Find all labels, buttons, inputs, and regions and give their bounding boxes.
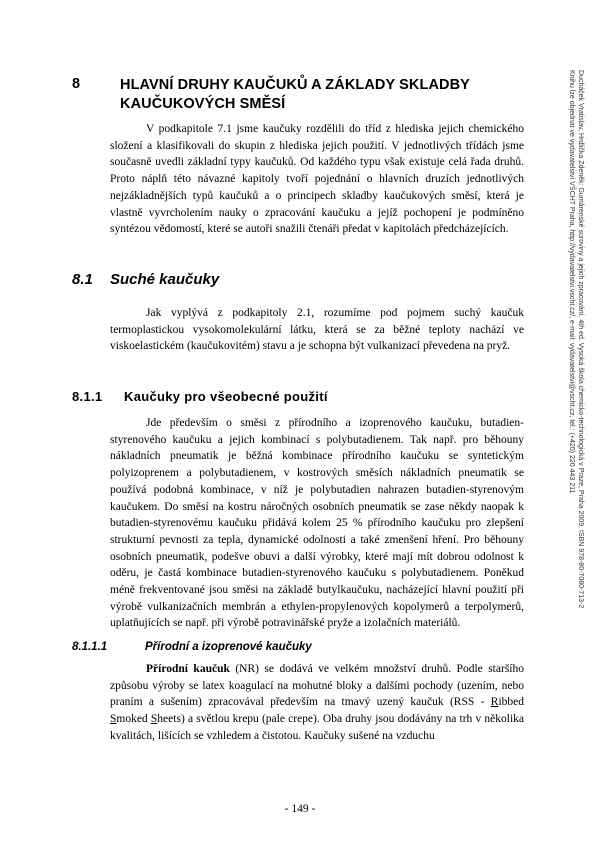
side-citation-text — [567, 70, 585, 630]
section-8-1-1-1-paragraph-text — [110, 661, 524, 745]
rss-letter-s1: S — [110, 713, 117, 726]
section-8-1-1-paragraph-text: Jde především o směsi z přírodního a izoprenového kaučuku, butadien-styrenového kaučuku a jejich kombinací s polybutadienem. Tak např. pro běhouny nákladních pneumatik je běžná kombinace přírodního kaučuku se syntetickým polyizoprenem a polybutadienem, v kostrových směsích nákladních pneumatik se používá podobná kombinace, v níž je polybutadien nahrazen butadien-styrenovým kaučukem. Do směsí na kostru náročných osobních pneumatik se zase někdy naopak k butadien-styrenovému kaučuku přidává kolem 25 % přírodního kaučuku pro zlepšení strukturní pevnosti za tepla, dynamické odolnosti a také zmenšení hření. Pro běhouny osobních pneumatik, podešve obuvi a další výrobky, které mají mít dobrou odolnost k oděru, je častá kombinace butadien-styrenového kaučuku s polybutadienem. Poněkud méně frekventované jsou směsi na základě butylkaučuku, nacházející hlavní použití při výrobě vulkanizačních membrán a ethylen-propylenových kopolymerů a terpolymerů, uplatňujících se např. při výrobě potravinářské pryže a izolačních materiálů. — [110, 417, 524, 630]
section-8-1-1-paragraph — [110, 415, 524, 632]
lead-term: Přírodní kaučuk — [146, 663, 230, 675]
paragraph-segment-end: ) a světlou krepu (pale crepe). Oba druhy jsou dodávány na trh v několika kvalitách, lišících se vzhledem a čistotou. Kaučuky sušené na vzduchu — [110, 713, 524, 742]
section-8-1-1-title: Kaučuky pro všeobecné použití — [124, 389, 328, 404]
section-8-1-1-number: 8.1.1 — [72, 389, 103, 404]
section-8-1-paragraph-text: Jak vyplývá z podkapitoly 2.1, rozumíme pod pojmem suchý kaučuk termoplastickou vysokomolekulární látku, která se za běžné teploty nachází ve viskoelastickém (kaučukovitém) stavu a je schopna být vulkanizací převedena na pryž. — [110, 307, 524, 353]
page-number: - 149 - — [284, 803, 316, 815]
rss-letter-s2: S — [150, 713, 158, 726]
section-8-1-1-1-number: 8.1.1.1 — [72, 641, 108, 653]
side-citation-line-2: Knihu lze objednat ve vydavatelství VŠCHT Praha, http://vydavatelstvi.vscht.cz/, e-mail: vydavatelstvi@vscht.cz, tel.: (+420) 220 443 211 — [568, 70, 575, 494]
section-8-1-1-1-paragraph — [110, 661, 524, 745]
section-8-1-paragraph — [110, 305, 524, 355]
intro-paragraph — [110, 121, 524, 238]
rss-word-heets: heets — [157, 713, 181, 726]
section-8-1-1-1-title: Přírodní a izoprenové kaučuky — [145, 641, 312, 653]
side-citation-line-1: Ducháček Vratislav, Hrdlička Zdeněk: Gumárenské suroviny a jejich zpracování. 4th ed. Vysoká škola chemicko-technologická v Praze, Praha 2009. ISBN 978-80-7080-713-2 — [577, 70, 584, 609]
section-8-1-number: 8.1 — [72, 271, 93, 288]
section-8-1-title: Suché kaučuky — [110, 271, 220, 288]
rss-word-ibbed: ibbed — [498, 696, 524, 709]
rss-letter-r: R — [490, 696, 499, 709]
paragraph-segment: (NR) se dodává ve velkém množství druhů. Podle staršího způsobu výroby se latex koagulací na mohutné bloky a dalšími pochody (uzením, nebo praním a sušením) zpracovával především na tmavý uzený kaučuk (RSS - — [110, 663, 524, 709]
rss-word-moked: moked — [116, 713, 151, 726]
intro-paragraph-text: V podkapitole 7.1 jsme kaučuky rozdělili do tříd z hlediska jejich chemického složení a klasifikovali do skupin z hlediska jejich použití. V jednotlivých třídách jsme současně uvedli základní typy kaučuků. Od každého typu však existuje celá řada druhů. Proto náplň této návazné kapitoly tvoří pojednání o hlavních druzích jednotlivých nejzákladnějších typů kaučuků a o principech skladby kaučukových směsí, která je vlastně vyvrcholením nauky o zpracování kaučuku a jejíž pochopení je podmíněno syntézou vědomostí, které se autoři snažili čtenáři předat v kapitolách předcházejících. — [110, 123, 524, 236]
chapter-number: 8 — [72, 76, 81, 92]
chapter-title: HLAVNÍ DRUHY KAUČUKŮ A ZÁKLADY SKLADBY KAUČUKOVÝCH SMĚSÍ — [120, 77, 470, 112]
side-citation — [568, 70, 585, 630]
